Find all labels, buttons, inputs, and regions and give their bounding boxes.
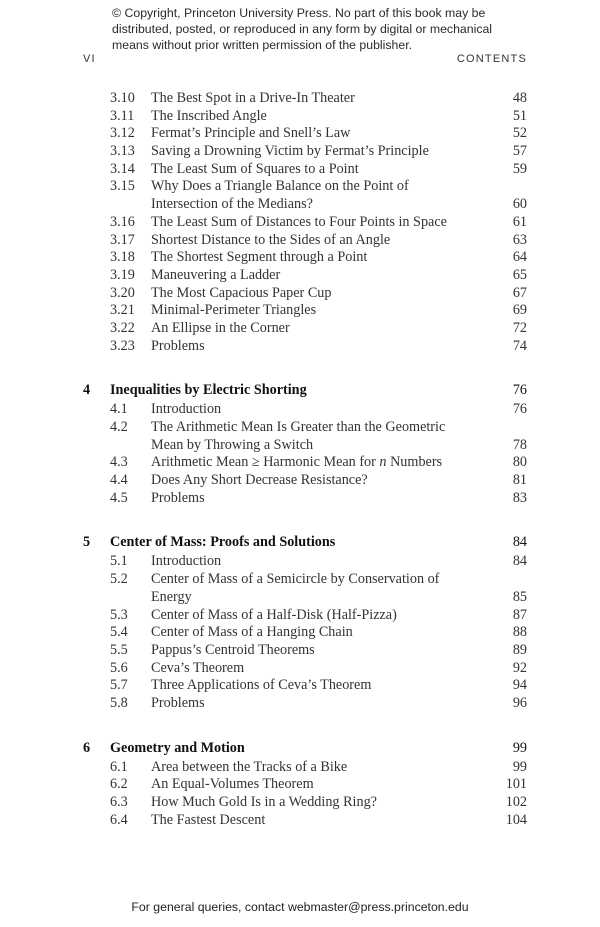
copyright-notice: © Copyright, Princeton University Press. No part of this book may be distributed, posted, or reproduced in any form by digital or mechanical means without prior written permission of the publisher.: [112, 6, 493, 52]
section-number: 3.16: [110, 213, 135, 230]
toc-entry[interactable]: [0, 214, 600, 232]
section-title: Energy: [151, 588, 192, 605]
section-number: 3.13: [110, 143, 135, 160]
chapter-number: 4: [83, 382, 91, 399]
toc-entry[interactable]: [0, 759, 600, 777]
page-number: 87: [512, 606, 527, 623]
page-number: 57: [512, 143, 527, 160]
page-number: 76: [512, 401, 527, 418]
spacer: [0, 507, 600, 531]
section-number: 5.1: [110, 553, 128, 570]
section-title: Ceva’s Theorem: [151, 659, 245, 676]
page-number: 101: [505, 776, 527, 793]
section-number: 4.1: [110, 401, 128, 418]
toc-entry[interactable]: [0, 196, 600, 214]
toc-entry[interactable]: [0, 267, 600, 285]
chapter-number: 6: [83, 739, 91, 756]
chapter-title: Inequalities by Electric Shorting: [110, 382, 307, 399]
chapter-heading[interactable]: [0, 737, 600, 759]
section-title: The Arithmetic Mean Is Greater than the Geometric: [151, 419, 446, 435]
page-number: 84: [512, 534, 527, 551]
section-title: Area between the Tracks of a Bike: [151, 758, 348, 775]
section-title: Three Applications of Ceva’s Theorem: [151, 677, 372, 694]
section-title: Shortest Distance to the Sides of an Angle: [151, 231, 391, 248]
toc-entry[interactable]: [0, 338, 600, 356]
section-number: 5.8: [110, 694, 128, 711]
section-number: 6.4: [110, 811, 128, 828]
toc-entry[interactable]: [0, 472, 600, 490]
section-number: 4.5: [110, 489, 128, 506]
section-title: The Least Sum of Squares to a Point: [151, 160, 359, 177]
section-title: Fermat’s Principle and Snell’s Law: [151, 125, 351, 142]
section-number: 3.20: [110, 284, 135, 301]
page-number: 80: [512, 454, 527, 471]
section-title: The Shortest Segment through a Point: [151, 249, 368, 266]
toc-entry[interactable]: [0, 90, 600, 108]
section-title: Intersection of the Medians?: [151, 196, 313, 213]
section-title: Why Does a Triangle Balance on the Point of: [151, 178, 409, 195]
page-number: 67: [512, 284, 527, 301]
page-number: 84: [512, 553, 527, 570]
section-number: 3.15: [110, 178, 135, 195]
page-number: 99: [512, 739, 527, 756]
section-title: Maneuvering a Ladder: [151, 266, 281, 283]
page-number: 48: [512, 90, 527, 106]
chapter-title: Geometry and Motion: [110, 739, 245, 756]
page-number: 92: [512, 659, 527, 676]
section-number: 3.19: [110, 266, 135, 283]
chapter-heading[interactable]: [0, 379, 600, 401]
page-number: 61: [512, 213, 527, 230]
toc-entry[interactable]: [0, 812, 600, 830]
section-number: 3.11: [110, 107, 135, 124]
toc-entry[interactable]: [0, 794, 600, 812]
chapter-heading[interactable]: [0, 531, 600, 553]
page-number: 60: [512, 196, 527, 213]
footer-contact: For general queries, contact webmaster@press.princeton.edu: [131, 900, 469, 914]
toc-entry[interactable]: [0, 624, 600, 642]
toc-entry[interactable]: [0, 695, 600, 713]
section-number: 3.10: [110, 90, 135, 106]
section-title: How Much Gold Is in a Wedding Ring?: [151, 794, 377, 810]
section-title: Minimal-Perimeter Triangles: [151, 302, 317, 319]
toc-entry[interactable]: [0, 677, 600, 695]
toc-entry[interactable]: [0, 249, 600, 267]
section-title: The Most Capacious Paper Cup: [151, 284, 332, 301]
chapter-number: 5: [83, 534, 91, 551]
toc-entry[interactable]: [0, 108, 600, 126]
page-number: 76: [512, 382, 527, 399]
section-title: Problems: [151, 694, 205, 711]
section-title: Problems: [151, 489, 205, 506]
page-number: 52: [512, 125, 527, 142]
section-number: 4.3: [110, 454, 128, 471]
toc-entry[interactable]: [0, 607, 600, 625]
page-number: 85: [512, 588, 527, 605]
section-title: Pappus’s Centroid Theorems: [151, 641, 315, 658]
page-number: 102: [505, 794, 527, 810]
toc-entry[interactable]: [0, 178, 600, 196]
toc-entry[interactable]: [0, 285, 600, 303]
page-number: 64: [512, 249, 527, 266]
running-head-page-number: VI: [83, 53, 96, 65]
section-number: 6.3: [110, 794, 128, 810]
section-number: 6.2: [110, 776, 128, 793]
toc-entry[interactable]: [0, 553, 600, 571]
chapter-title: Center of Mass: Proofs and Solutions: [110, 534, 336, 551]
toc-entry[interactable]: [0, 125, 600, 143]
section-title: Problems: [151, 337, 205, 354]
section-number: 5.6: [110, 659, 128, 676]
section-number: 3.18: [110, 249, 135, 266]
page-number: 94: [512, 677, 527, 694]
toc-entry[interactable]: [0, 571, 600, 589]
section-title: The Best Spot in a Drive-In Theater: [151, 90, 355, 106]
section-title: Saving a Drowning Victim by Fermat’s Principle: [151, 143, 429, 160]
page-number: 69: [512, 302, 527, 319]
toc-entry[interactable]: [0, 232, 600, 250]
table-of-contents: [0, 90, 600, 829]
section-title: Arithmetic Mean ≥ Harmonic Mean for n Numbers: [151, 454, 443, 471]
page-number: 51: [512, 107, 527, 124]
section-title: Center of Mass of a Hanging Chain: [151, 624, 353, 641]
section-number: 5.5: [110, 641, 128, 658]
section-title: Mean by Throwing a Switch: [151, 436, 314, 453]
section-title: Does Any Short Decrease Resistance?: [151, 472, 368, 489]
toc-entry[interactable]: [0, 642, 600, 660]
spacer: [0, 713, 600, 737]
toc-entry[interactable]: [0, 302, 600, 320]
page-number: 96: [512, 694, 527, 711]
section-title: Center of Mass of a Semicircle by Conservation of: [151, 571, 440, 588]
page-number: 104: [505, 811, 527, 828]
page-number: 89: [512, 641, 527, 658]
section-number: 3.21: [110, 302, 135, 319]
toc-entry[interactable]: [0, 419, 600, 437]
section-number: 4.2: [110, 419, 128, 435]
toc-entry[interactable]: [0, 776, 600, 794]
running-head-section: CONTENTS: [456, 53, 527, 65]
toc-entry[interactable]: [0, 401, 600, 419]
page-number: 99: [512, 758, 527, 775]
section-number: 5.7: [110, 677, 128, 694]
section-number: 5.3: [110, 606, 128, 623]
section-number: 3.22: [110, 319, 135, 336]
toc-entry[interactable]: [0, 589, 600, 607]
section-number: 3.14: [110, 160, 135, 177]
section-number: 3.23: [110, 337, 135, 354]
section-number: 4.4: [110, 472, 128, 489]
section-number: 3.17: [110, 231, 135, 248]
section-title: The Fastest Descent: [151, 811, 266, 828]
section-title: Introduction: [151, 553, 222, 570]
page-number: 81: [512, 472, 527, 489]
page-number: 78: [512, 436, 527, 453]
page-number: 72: [512, 319, 527, 336]
spacer: [0, 355, 600, 379]
page-number: 65: [512, 266, 527, 283]
section-title: The Inscribed Angle: [151, 107, 267, 124]
toc-entry[interactable]: [0, 320, 600, 338]
page-number: 74: [512, 337, 527, 354]
page-number: 63: [512, 231, 527, 248]
toc-entry[interactable]: [0, 143, 600, 161]
section-number: 5.2: [110, 571, 128, 588]
toc-entry[interactable]: [0, 161, 600, 179]
page-number: 88: [512, 624, 527, 641]
toc-entry[interactable]: [0, 454, 600, 472]
page-number: 59: [512, 160, 527, 177]
section-number: 5.4: [110, 624, 128, 641]
section-title: An Equal-Volumes Theorem: [151, 776, 314, 793]
toc-entry[interactable]: [0, 660, 600, 678]
section-title: The Least Sum of Distances to Four Points in Space: [151, 213, 447, 230]
toc-entry[interactable]: [0, 437, 600, 455]
section-title: Introduction: [151, 401, 222, 418]
page-number: 83: [512, 489, 527, 506]
section-title: An Ellipse in the Corner: [151, 319, 290, 336]
section-title: Center of Mass of a Half-Disk (Half-Pizza): [151, 606, 397, 623]
section-number: 3.12: [110, 125, 135, 142]
toc-entry[interactable]: [0, 490, 600, 508]
section-number: 6.1: [110, 758, 128, 775]
